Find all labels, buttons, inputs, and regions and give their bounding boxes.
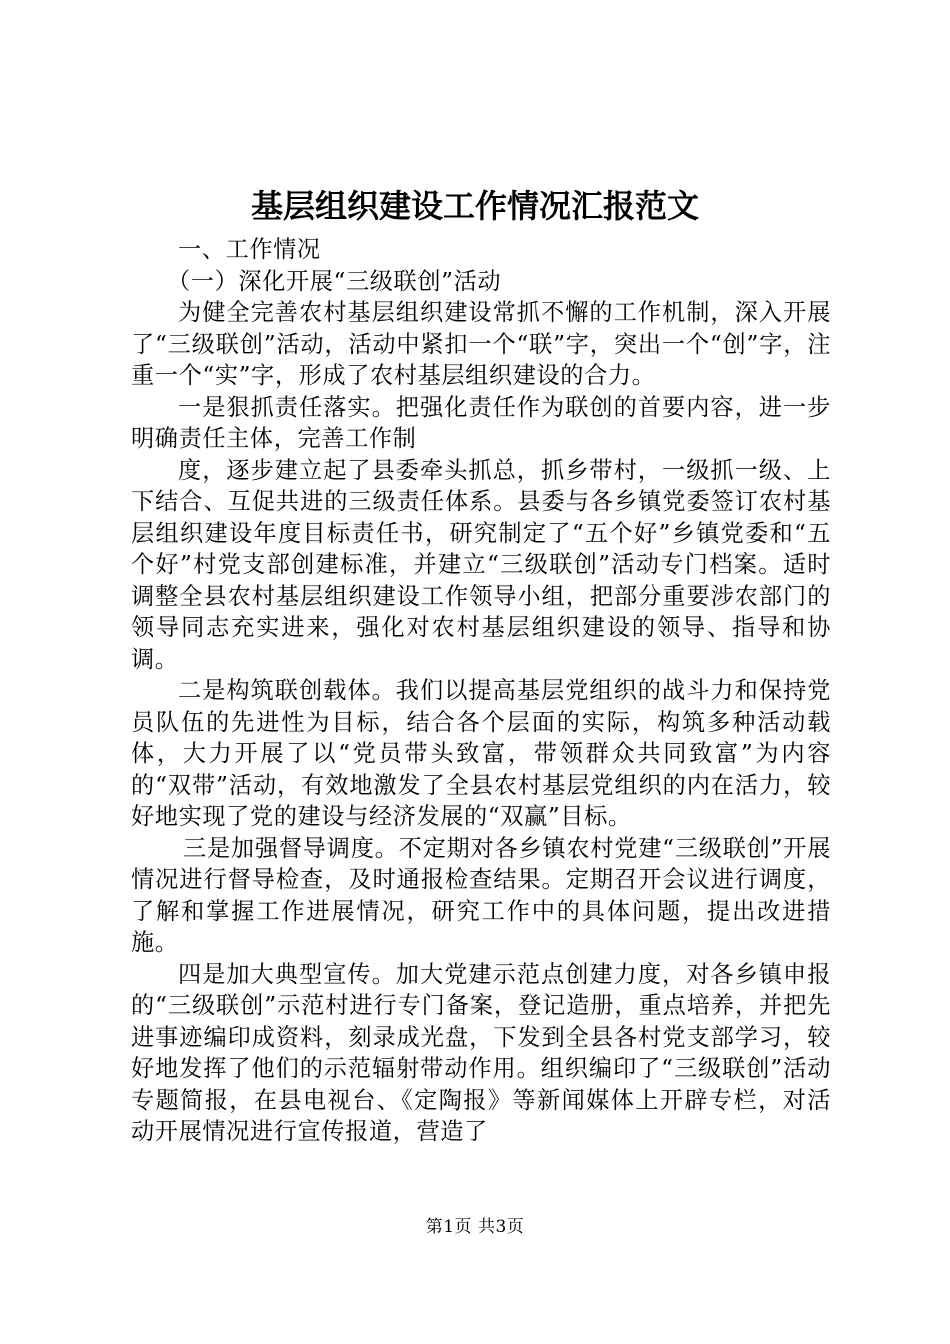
section-heading: 一、工作情况 (178, 236, 321, 263)
subsection-heading: （一）深化开展“三级联创”活动 (167, 267, 502, 295)
paragraph: 二是构筑联创载体。我们以提高基层党组织的战斗力和保持党员队伍的先进性为目标，结合各个层面的实际，构筑多种活动载体，大力开展了以“党员带头致富，带领群众共同致富”为内容的“双带”活动，有效地激发了全县农村基层党组织的内在活力，较好地实现了党的建设与经济发展的“双赢”目标。 (131, 677, 831, 830)
document-title: 基层组织建设工作情况汇报范文 (250, 187, 699, 225)
paragraph: 一是狠抓责任落实。把强化责任作为联创的首要内容，进一步明确责任主体，完善工作制 (131, 393, 831, 452)
paragraph: 度，逐步建立起了县委牵头抓总，抓乡带村，一级抓一级、上下结合、互促共进的三级责任体系。县委与各乡镇党委签订农村基层组织建设年度目标责任书，研究制定了“五个好”乡镇党委和“五个好”村党支部创建标准，并建立“三级联创”活动专门档案。适时调整全县农村基层组织建设工作领导小组，把部分重要涉农部门的领导同志充实进来，强化对农村基层组织建设的领导、指导和协调。 (131, 456, 831, 673)
paragraph: 四是加大典型宣传。加大党建示范点创建力度，对各乡镇申报的“三级联创”示范村进行专门备案，登记造册，重点培养，并把先进事迹编印成资料，刻录成光盘，下发到全县各村党支部学习，较好地发挥了他们的示范辐射带动作用。组织编印了“三级联创”活动专题简报，在县电视台、《定陶报》等新闻媒体上开辟专栏，对活动开展情况进行宣传报道，营造了 (131, 960, 831, 1145)
page-footer: 第1页 共3页 (425, 1217, 525, 1237)
document-body (131, 234, 831, 1148)
paragraph: 为健全完善农村基层组织建设常抓不懈的工作机制，深入开展了“三级联创”活动，活动中紧扣一个“联”字，突出一个“创”字，注重一个“实”字，形成了农村基层组织建设的合力。 (131, 299, 831, 389)
paragraph: 三是加强督导调度。不定期对各乡镇农村党建“三级联创”开展情况进行督导检查，及时通报检查结果。定期召开会议进行调度，了解和掌握工作进展情况，研究工作中的具体问题，提出改进措施。 (131, 834, 831, 956)
